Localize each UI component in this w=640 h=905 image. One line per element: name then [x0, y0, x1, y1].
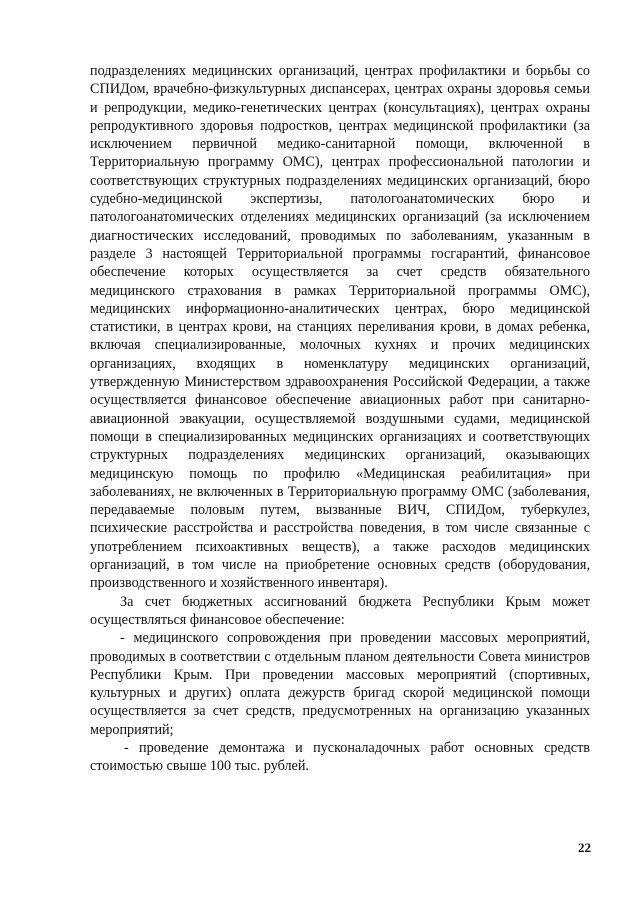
list-item-medical-support: - медицинского сопровождения при проведении массовых мероприятий, проводимых в соответствии с отдельным планом деятельности Совета министров Республики Крым. При проведении массовых мероприятий (спортивных, культурных и других) оплата дежурств бригад скорой медицинской помощи осуществляется за счет средств, предусмотренных на организацию указанных мероприятий; — [90, 630, 590, 738]
list-item-dismantling: - проведение демонтажа и пусконаладочных работ основных средств стоимостью свыше 100 тыс. рублей. — [90, 739, 590, 775]
paragraph-continuation: подразделениях медицинских организаций, центрах профилактики и борьбы со СПИДом, врачебно-физкультурных диспансерах, центрах охраны здоровья семьи и репродукции, медико-генетических центрах (консультациях), центрах охраны репродуктивного здоровья подростков, центрах медицинской профилактики (за исключением первичной медико-санитарной помощи, включенной в Территориальную программу ОМС), центрах профессиональной патологии и соответствующих структурных подразделениях медицинских организаций, бюро судебно-медицинской экспертизы, патологоанатомических бюро и патологоанатомических отделениях медицинских организаций (за исключением диагностических исследований, проводимых по заболеваниям, указанным в разделе 3 настоящей Территориальной программы госгарантий, финансовое обеспечение которых осуществляется за счет средств обязательного медицинского страхования в рамках Территориальной программы ОМС), медицинских информационно-аналитических центрах, бюро медицинской статистики, в центрах крови, на станциях переливания крови, в домах ребенка, включая специализированные, молочных кухнях и прочих медицинских организациях, входящих в номенклатуру медицинских организаций, утвержденную Министерством здравоохранения Российской Федерации, а также осуществляется финансовое обеспечение авиационных работ при санитарно-авиационной эвакуации, осуществляемой воздушными судами, медицинской помощи в специализированных медицинских организациях и соответствующих структурных подразделениях медицинских организаций, оказывающих медицинскую помощь по профилю «Медицинская реабилитация» при заболеваниях, не включенных в Территориальную программу ОМС (заболевания, передаваемые половым путем, вызванные ВИЧ, СПИДом, туберкулез, психические расстройства и расстройства поведения, в том числе связанные с употреблением психоактивных веществ), а также расходов медицинских организаций, в том числе на приобретение основных средств (оборудования, производственного и хозяйственного инвентаря). — [90, 63, 590, 592]
document-body — [90, 62, 590, 776]
paragraph-budget-funding: За счет бюджетных ассигнований бюджета Республики Крым может осуществляться финансовое обеспечение: — [90, 593, 590, 628]
page-number: 22 — [578, 840, 591, 855]
